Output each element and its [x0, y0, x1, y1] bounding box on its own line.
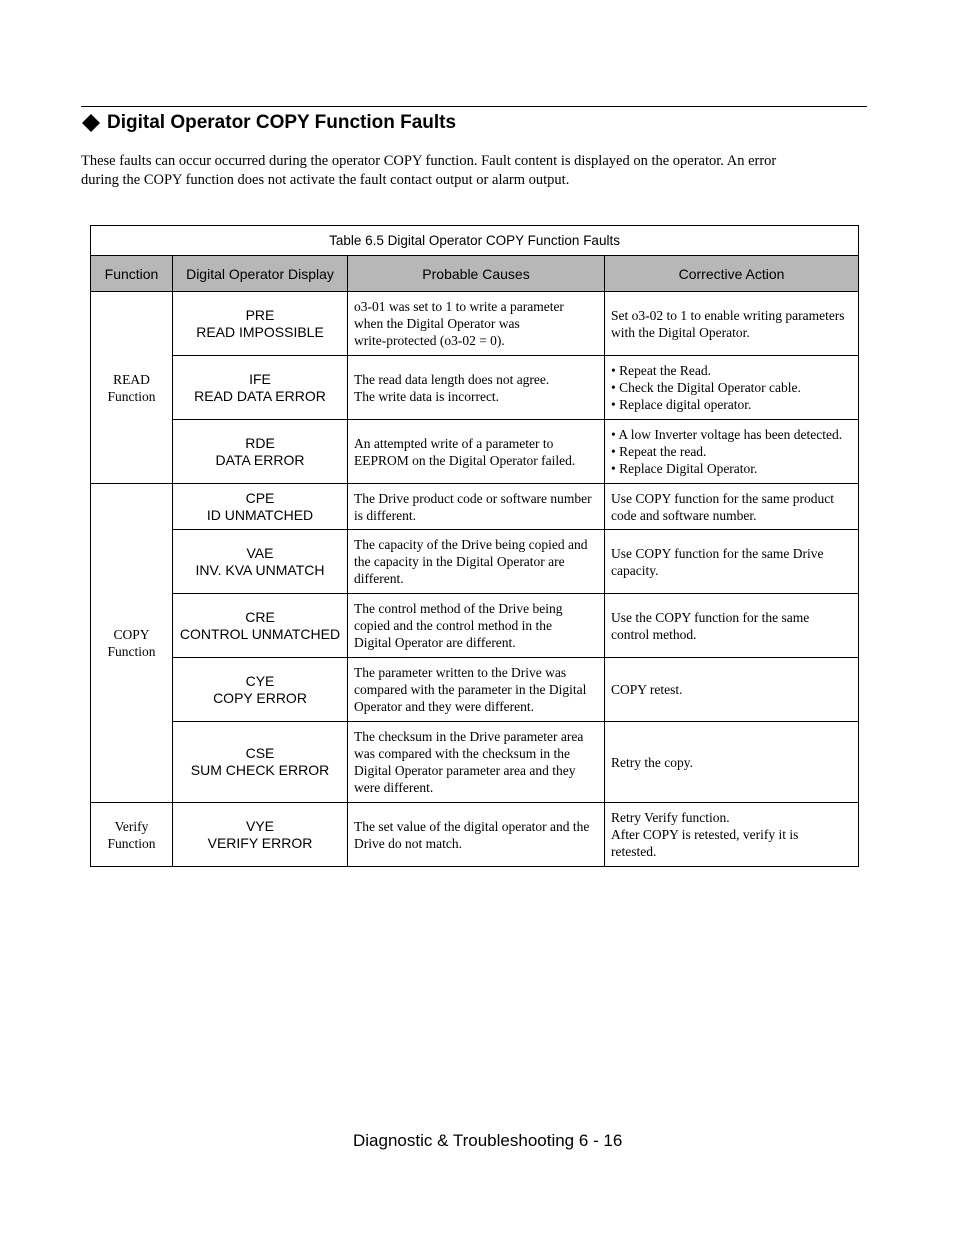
table-row	[91, 292, 859, 356]
cause-line: The read data length does not agree.	[354, 371, 550, 387]
causes-cell	[348, 530, 605, 594]
cause-line: The control method of the Drive being	[354, 601, 563, 616]
table-row	[91, 594, 859, 658]
fault-name: VERIFY ERROR	[207, 834, 313, 851]
action-line: • Check the Digital Operator cable.	[611, 380, 801, 395]
table-row	[91, 356, 859, 420]
action-line: • Repeat the read.	[611, 444, 707, 459]
fault-name: CONTROL UNMATCHED	[179, 625, 341, 642]
display-cell	[173, 803, 348, 867]
display-cell	[173, 658, 348, 722]
causes-cell	[348, 356, 605, 420]
cause-line: The checksum in the Drive parameter area	[354, 729, 584, 744]
cause-line: EEPROM on the Digital Operator failed.	[354, 452, 576, 468]
intro-line: during the COPY function does not activate the fault contact output or alarm output.	[81, 172, 570, 188]
function-label: Function	[107, 388, 156, 404]
cause-line: An attempted write of a parameter to	[354, 435, 554, 451]
cause-line: The write data is incorrect.	[354, 388, 500, 404]
display-cell	[173, 420, 348, 484]
action-line: capacity.	[611, 562, 659, 578]
cause-line: Operator and they were different.	[354, 699, 535, 714]
fault-code: CSE	[245, 745, 275, 761]
cause-line: compared with the parameter in the Digital	[354, 682, 587, 697]
fault-name: READ DATA ERROR	[194, 387, 326, 404]
cause-line: copied and the control method in the	[354, 618, 552, 633]
table-header-row	[91, 256, 859, 292]
action-cell	[605, 658, 859, 722]
cause-line: were different.	[354, 780, 434, 795]
fault-name: COPY ERROR	[213, 689, 307, 706]
fault-code: RDE	[245, 434, 275, 451]
action-cell	[605, 530, 859, 594]
display-cell	[173, 484, 348, 530]
header-function: Function	[91, 256, 173, 292]
action-line: • Replace digital operator.	[611, 397, 752, 412]
section-heading	[81, 110, 456, 136]
fault-name: INV. KVA UNMATCH	[195, 561, 325, 578]
action-cell	[605, 722, 859, 803]
function-group-read	[91, 292, 173, 484]
cause-line: when the Digital Operator was	[354, 316, 520, 331]
cause-line: is different.	[354, 507, 416, 523]
fault-code: CPE	[245, 489, 275, 506]
table-row	[91, 484, 859, 530]
table-row	[91, 722, 859, 803]
cause-line: The capacity of the Drive being copied and	[354, 537, 588, 552]
table-row	[91, 803, 859, 867]
table-row	[91, 420, 859, 484]
action-line: After COPY is retested, verify it is	[611, 827, 799, 842]
fault-code: VYE	[245, 817, 274, 834]
header-action: Corrective Action	[605, 256, 859, 292]
table-row	[91, 658, 859, 722]
action-line: Use COPY function for the same product	[611, 490, 834, 506]
fault-name: DATA ERROR	[215, 451, 305, 468]
causes-cell	[348, 292, 605, 356]
action-line: COPY retest.	[611, 682, 683, 697]
action-line: Use COPY function for the same Drive	[611, 545, 824, 561]
cause-line: The Drive product code or software number	[354, 490, 592, 506]
cause-line: The parameter written to the Drive was	[354, 665, 567, 680]
action-line: Use the COPY function for the same	[611, 609, 810, 625]
causes-cell	[348, 420, 605, 484]
causes-cell	[348, 722, 605, 803]
cause-line: the capacity in the Digital Operator are	[354, 554, 565, 569]
cause-line: Digital Operator are different.	[354, 635, 516, 650]
cause-line: The set value of the digital operator and the	[354, 818, 590, 834]
display-cell	[173, 356, 348, 420]
page-footer: Diagnostic & Troubleshooting 6 - 16	[353, 1131, 623, 1150]
display-cell	[173, 530, 348, 594]
cause-line: write-protected (o3-02 = 0).	[354, 333, 505, 348]
display-cell	[173, 722, 348, 803]
fault-name: SUM CHECK ERROR	[190, 762, 330, 778]
function-label: READ	[113, 371, 150, 387]
action-line: with the Digital Operator.	[611, 324, 750, 340]
fault-code: PRE	[245, 306, 275, 323]
intro-line: These faults can occur occurred during the operator COPY function. Fault content is displayed on the operator. An error	[81, 153, 777, 169]
copy-faults-table	[90, 225, 859, 867]
table-row	[91, 530, 859, 594]
function-group-copy	[91, 484, 173, 803]
function-label: COPY	[113, 627, 150, 642]
function-label: Verify	[114, 818, 149, 834]
display-cell	[173, 292, 348, 356]
action-cell	[605, 420, 859, 484]
action-cell	[605, 292, 859, 356]
cause-line: different.	[354, 571, 404, 586]
display-cell	[173, 594, 348, 658]
fault-name: ID UNMATCHED	[206, 506, 314, 523]
causes-cell	[348, 803, 605, 867]
action-line: Retry Verify function.	[611, 810, 730, 825]
section-title: Digital Operator COPY Function Faults	[107, 112, 457, 133]
table-caption: Table 6.5 Digital Operator COPY Function Faults	[91, 226, 859, 256]
action-line: code and software number.	[611, 507, 757, 523]
cause-line: o3-01 was set to 1 to write a parameter	[354, 299, 564, 314]
action-line: retested.	[611, 844, 657, 859]
causes-cell	[348, 484, 605, 530]
action-line: • Repeat the Read.	[611, 363, 711, 378]
cause-line: was compared with the checksum in the	[354, 746, 570, 761]
action-line: • A low Inverter voltage has been detected.	[611, 427, 843, 442]
action-line: Set o3-02 to 1 to enable writing parameters	[611, 307, 845, 323]
function-label: Function	[107, 644, 156, 659]
action-line: • Replace Digital Operator.	[611, 461, 758, 476]
action-cell	[605, 356, 859, 420]
cause-line: Drive do not match.	[354, 835, 462, 851]
section-top-rule	[81, 106, 867, 107]
fault-code: VAE	[246, 544, 274, 561]
intro-paragraph	[81, 152, 861, 190]
function-group-verify	[91, 803, 173, 867]
causes-cell	[348, 658, 605, 722]
fault-name: READ IMPOSSIBLE	[196, 323, 324, 340]
action-cell	[605, 803, 859, 867]
fault-code: IFE	[249, 370, 271, 387]
fault-code: CYE	[245, 672, 275, 689]
action-line: control method.	[611, 626, 697, 642]
fault-code: CRE	[245, 608, 275, 625]
cause-line: Digital Operator parameter area and they	[354, 763, 576, 778]
action-cell	[605, 484, 859, 530]
causes-cell	[348, 594, 605, 658]
action-cell	[605, 594, 859, 658]
header-causes: Probable Causes	[348, 256, 605, 292]
function-label: Function	[107, 835, 156, 851]
diamond-bullet-icon	[81, 113, 101, 133]
header-display: Digital Operator Display	[173, 256, 348, 292]
action-line: Retry the copy.	[611, 754, 693, 770]
